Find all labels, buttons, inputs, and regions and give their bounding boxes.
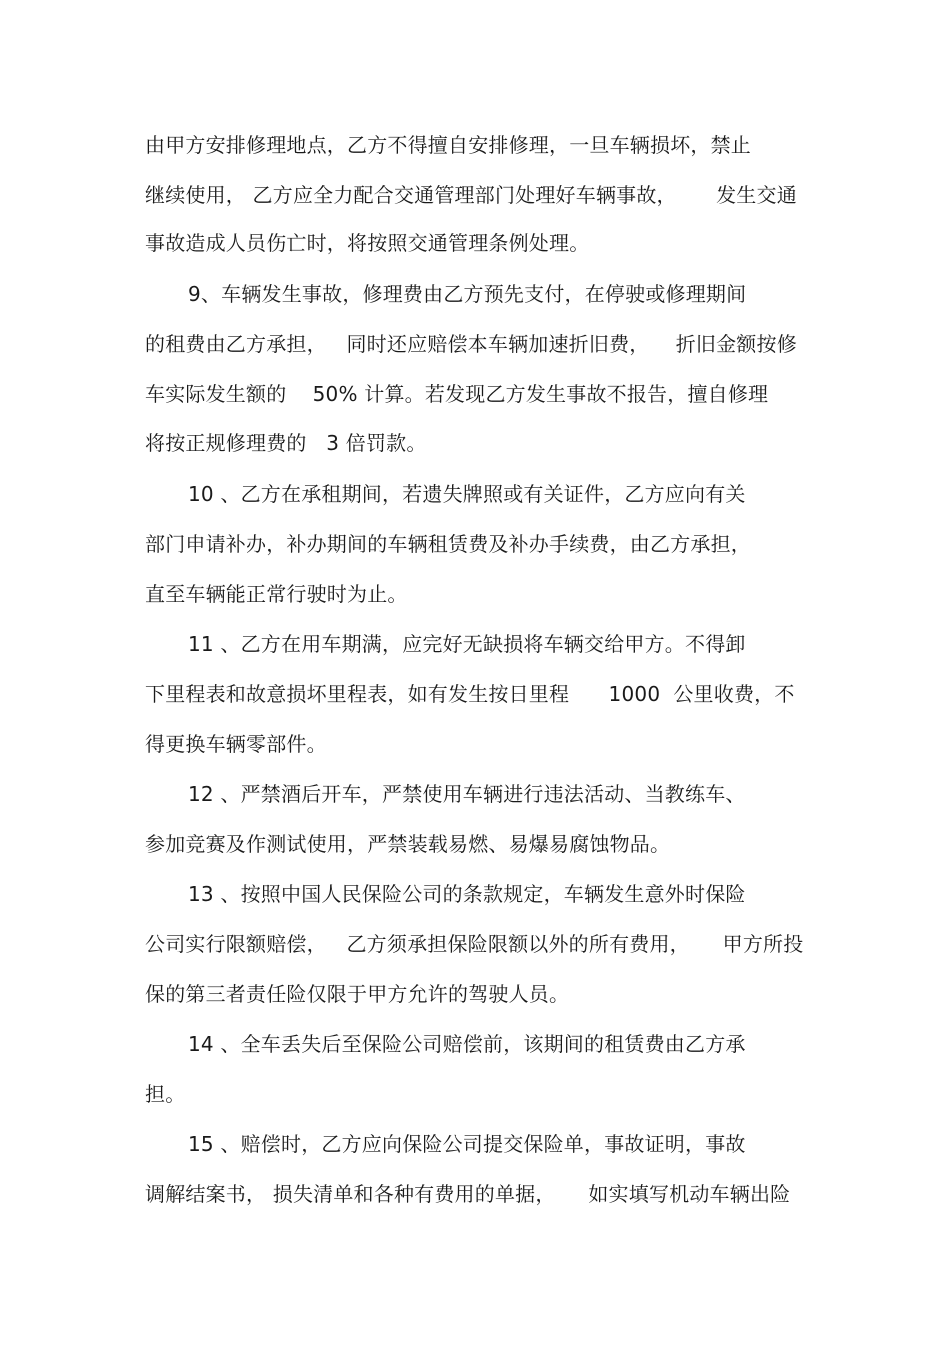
clause-12-start: 12 、严禁酒后开车，严禁使用车辆进行违法活动、当教练车、: [188, 782, 746, 806]
text-line: 部门申请补办，补办期间的车辆租赁费及补办手续费，由乙方承担，: [145, 532, 751, 556]
text-line: 调解结案书， 损失清单和各种有费用的单据， 如实填写机动车辆出险: [145, 1182, 791, 1206]
text-line: 车实际发生额的 50% 计算。若发现乙方发生事故不报告，擅自修理: [145, 382, 769, 406]
text-line: 事故造成人员伤亡时，将按照交通管理条例处理。: [145, 231, 590, 255]
clause-14-start: 14 、全车丢失后至保险公司赔偿前，该期间的租赁费由乙方承: [188, 1032, 746, 1056]
text-line: 下里程表和故意损坏里程表，如有发生按日里程 1000 公里收费，不: [145, 682, 795, 706]
text-line: 参加竞赛及作测试使用，严禁装载易燃、易爆易腐蚀物品。: [145, 832, 671, 856]
clause-15-start: 15 、赔偿时，乙方应向保险公司提交保险单，事故证明，事故: [188, 1132, 746, 1156]
text-line: 继续使用， 乙方应全力配合交通管理部门处理好车辆事故， 发生交通: [145, 183, 797, 207]
text-line: 将按正规修理费的 3 倍罚款。: [145, 431, 427, 455]
text-line: 由甲方安排修理地点，乙方不得擅自安排修理，一旦车辆损坏，禁止: [145, 133, 751, 157]
clause-10-start: 10 、乙方在承租期间，若遗失牌照或有关证件，乙方应向有关: [188, 482, 746, 506]
clause-9-start: 9、车辆发生事故，修理费由乙方预先支付，在停驶或修理期间: [188, 282, 747, 306]
text-line: 公司实行限额赔偿， 乙方须承担保险限额以外的所有费用， 甲方所投: [145, 932, 804, 956]
text-line: 的租费由乙方承担， 同时还应赔偿本车辆加速折旧费， 折旧金额按修: [145, 332, 797, 356]
text-line: 保的第三者责任险仅限于甲方允许的驾驶人员。: [145, 982, 570, 1006]
text-line: 直至车辆能正常行驶时为止。: [145, 582, 408, 606]
text-line: 得更换车辆零部件。: [145, 732, 327, 756]
clause-11-start: 11 、乙方在用车期满，应完好无缺损将车辆交给甲方。不得卸: [188, 632, 746, 656]
text-line: 担。: [145, 1082, 186, 1106]
clause-13-start: 13 、按照中国人民保险公司的条款规定，车辆发生意外时保险: [188, 882, 746, 906]
